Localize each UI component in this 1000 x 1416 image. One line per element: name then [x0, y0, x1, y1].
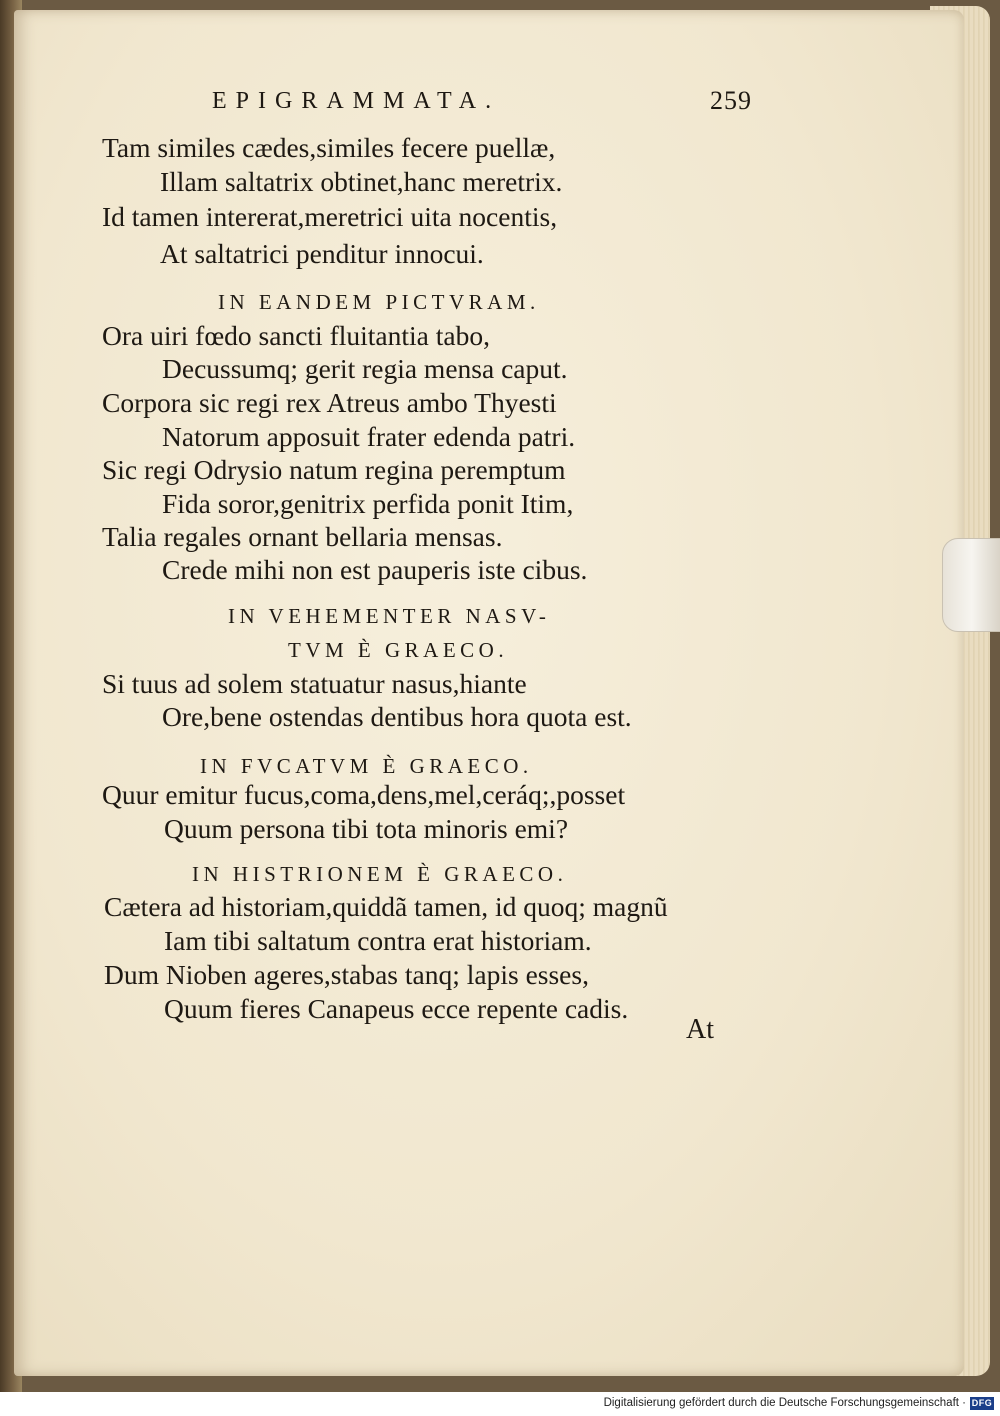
verse-line: Corpora sic regi rex Atreus ambo Thyesti — [102, 387, 557, 418]
page-number: 259 — [710, 86, 752, 115]
verse-line: Quur emitur fucus,coma,dens,mel,ceráq;,posset — [102, 779, 626, 810]
verse-line: Si tuus ad solem statuatur nasus,hiante — [102, 668, 527, 699]
page-clip — [942, 538, 1000, 632]
verse-line: Iam tibi saltatum contra erat historiam. — [164, 925, 592, 956]
verse-line: Ora uiri fœdo sancti fluitantia tabo, — [102, 320, 490, 351]
running-head: EPIGRAMMATA. — [212, 88, 501, 114]
poem-heading: IN VEHEMENTER NASV- — [228, 604, 551, 628]
verse-line: Illam saltatrix obtinet,hanc meretrix. — [160, 166, 563, 197]
verse-line: Fida soror,genitrix perfida ponit Itim, — [162, 488, 574, 519]
verse-line: Sic regi Odrysio natum regina peremptum — [102, 454, 566, 485]
poem-heading: IN FVCATVM È GRAECO. — [200, 754, 533, 778]
verse-line: Ore,bene ostendas dentibus hora quota est. — [162, 701, 632, 732]
verse-line: Id tamen intererat,meretrici uita nocentis, — [102, 201, 558, 232]
verse-line: Talia regales ornant bellaria mensas. — [102, 521, 503, 552]
verse-line: Natorum apposuit frater edenda patri. — [162, 421, 576, 452]
verse-line: Cætera ad historiam,quiddã tamen, id quoq; magnũ — [104, 891, 668, 922]
verse-line: Quum persona tibi tota minoris emi? — [164, 813, 569, 844]
funding-credit: Digitalisierung gefördert durch die Deutsche Forschungsgemeinschaft · — [603, 1397, 966, 1409]
dfg-logo: DFG — [971, 1398, 993, 1408]
catchword: At — [686, 1014, 714, 1045]
verse-line: Dum Nioben ageres,stabas tanq; lapis esses, — [104, 959, 589, 990]
verse-line: Decussumq; gerit regia mensa caput. — [162, 353, 568, 384]
poem-heading: IN HISTRIONEM È GRAECO. — [192, 862, 568, 886]
verse-line: Quum fieres Canapeus ecce repente cadis. — [164, 993, 629, 1024]
poem-heading: TVM È GRAECO. — [288, 638, 509, 662]
verse-line: At saltatrici penditur innocui. — [160, 238, 484, 269]
verse-line: Crede mihi non est pauperis iste cibus. — [162, 554, 588, 585]
poem-heading: IN EANDEM PICTVRAM. — [218, 290, 540, 314]
verse-line: Tam similes cædes,similes fecere puellæ, — [102, 132, 556, 163]
